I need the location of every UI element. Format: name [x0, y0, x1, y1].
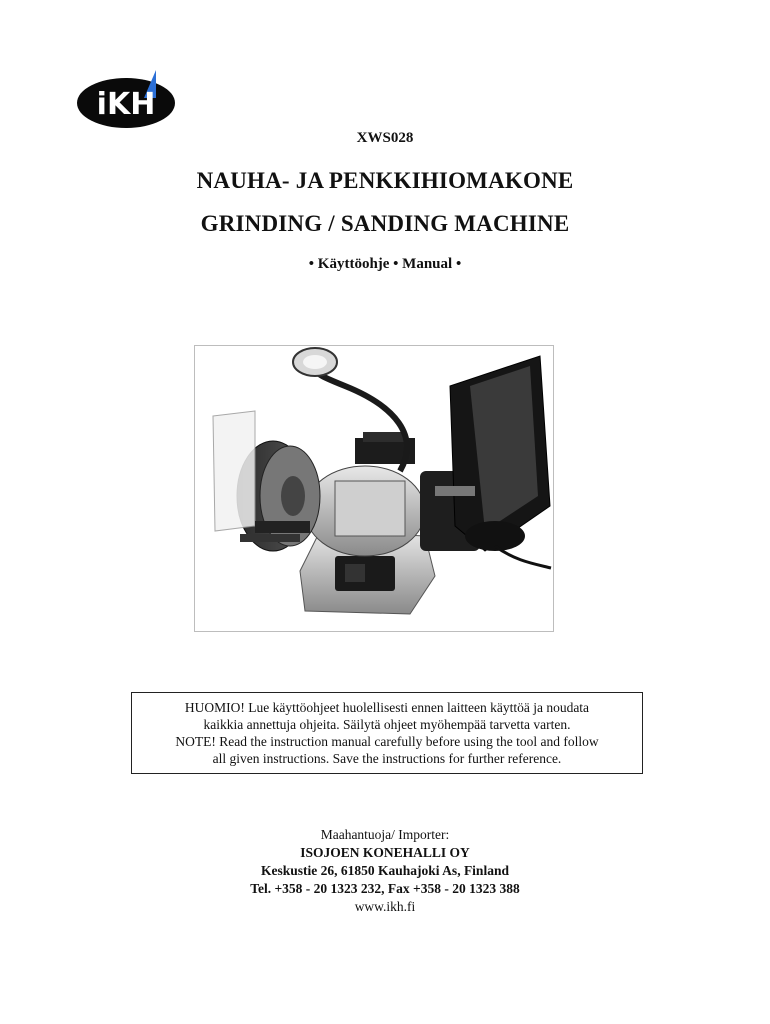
- importer-website: www.ikh.fi: [354, 899, 416, 914]
- manual-subtitle: • Käyttöohje • Manual •: [308, 256, 462, 272]
- product-photo: [194, 345, 554, 632]
- logo-text: iKH: [96, 87, 156, 122]
- title-finnish: NAUHA- JA PENKKIHIOMAKONE: [196, 168, 574, 193]
- importer-company: ISOJOEN KONEHALLI OY: [300, 845, 470, 860]
- notice-en-line-1: NOTE! Read the instruction manual carefully before using the tool and follow: [175, 734, 599, 749]
- notice-fi-line-2: kaikkia annettuja ohjeita. Säilytä ohjeet myöhempää tarvetta varten.: [203, 717, 571, 732]
- importer-phone: Tel. +358 - 20 1323 232, Fax +358 - 20 1323 388: [250, 881, 520, 896]
- notice-en-line-2: all given instructions. Save the instructions for further reference.: [212, 751, 562, 766]
- importer-address: Keskustie 26, 61850 Kauhajoki As, Finland: [261, 863, 509, 878]
- model-number: XWS028: [356, 130, 414, 146]
- notice-fi-line-1: HUOMIO! Lue käyttöohjeet huolellisesti ennen laitteen käyttöä ja noudata: [184, 700, 590, 715]
- title-english: GRINDING / SANDING MACHINE: [200, 211, 570, 236]
- safety-notice: [131, 692, 643, 774]
- importer-label: Maahantuoja/ Importer:: [320, 827, 450, 842]
- importer-info: [0, 826, 770, 916]
- ikh-logo: [76, 68, 178, 130]
